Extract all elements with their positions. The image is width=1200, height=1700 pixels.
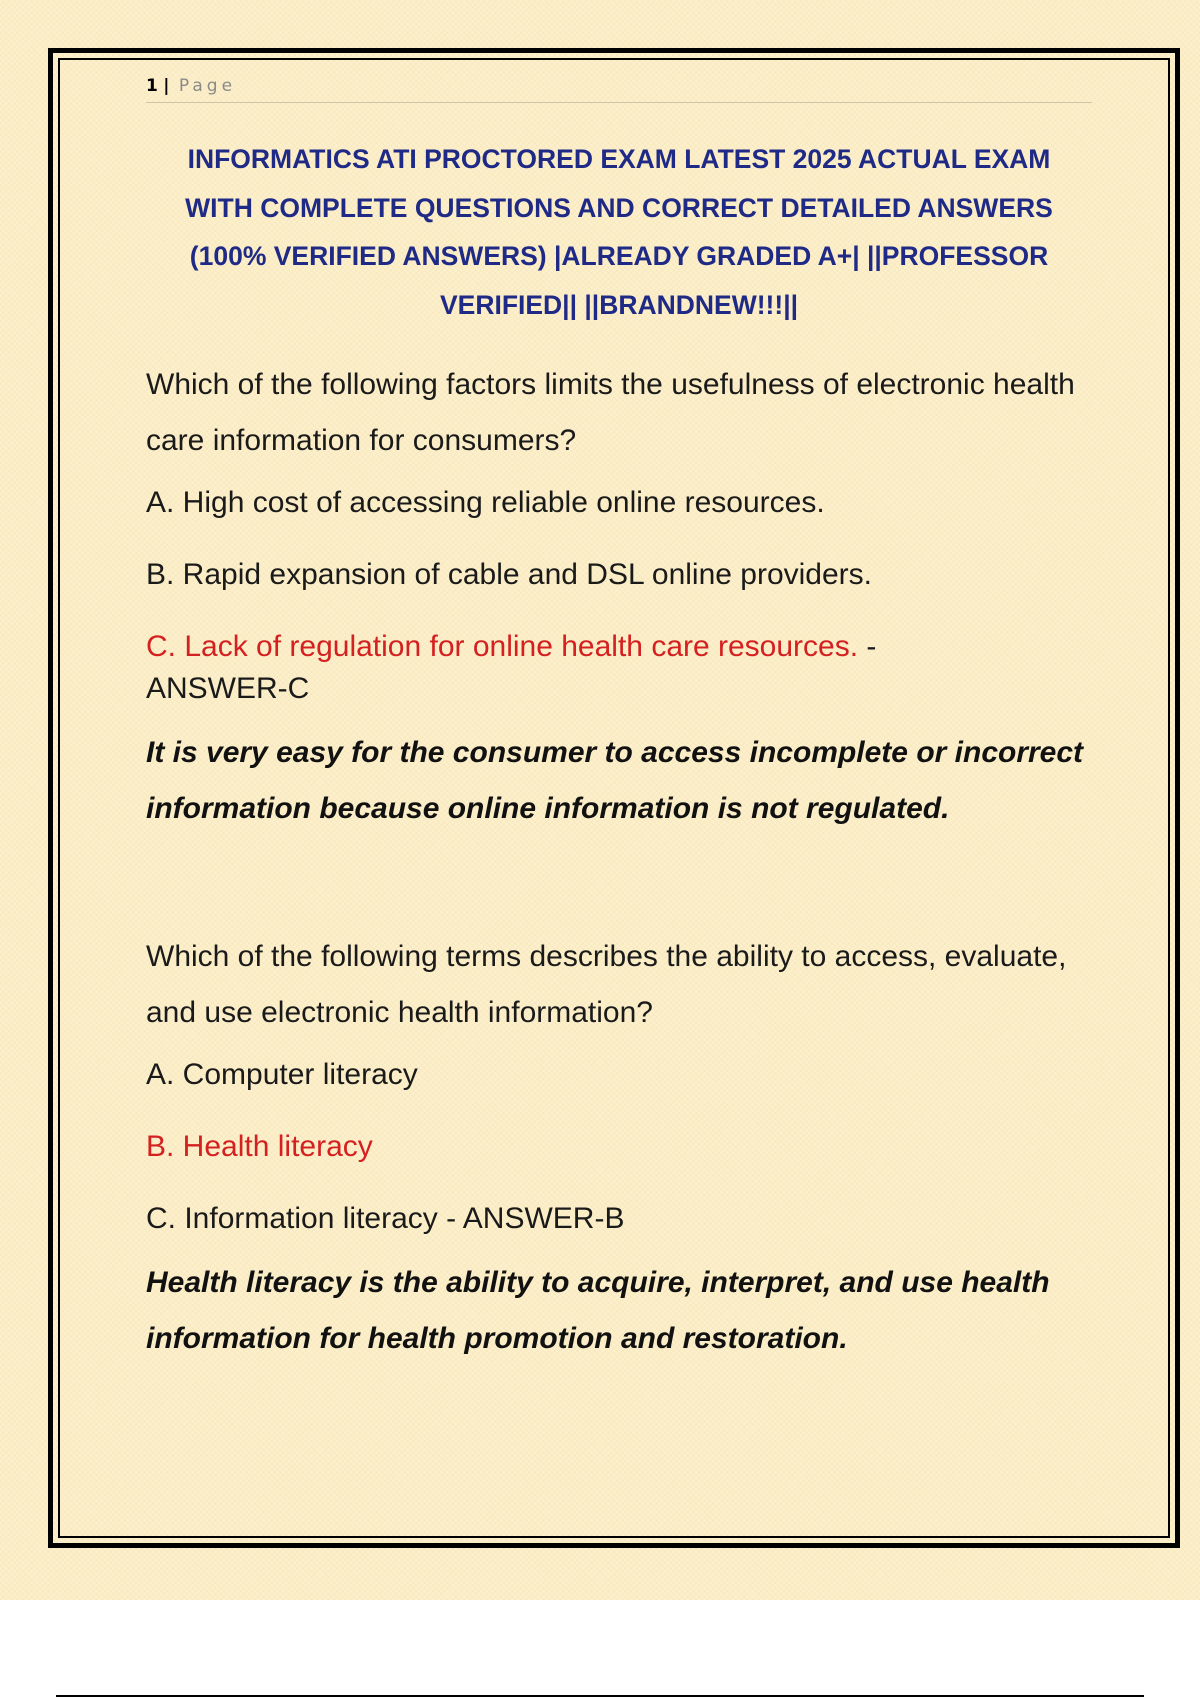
question-2-option-b [146,1129,1092,1165]
question-2 [146,929,1092,1367]
question-1-answer: ANSWER-C [146,672,310,705]
document-title [146,135,1092,329]
question-2-text: Which of the following terms describes the ability to access, evaluate, and use electronic health information? [146,940,1067,1029]
correct-answer-highlight: C. Lack of regulation for online health care resources. [146,630,859,663]
question-2-option-a: A. Computer literacy [146,1058,418,1091]
question-2-option-c: C. Information literacy - ANSWER-B [146,1202,625,1235]
page-separator: | [163,76,170,96]
page-label: Page [178,76,237,96]
title-line-1: INFORMATICS ATI PROCTORED EXAM LATEST 2025 ACTUAL EXAM [187,144,1051,174]
page-number: 1 [146,76,158,96]
question-1 [146,357,1092,837]
title-line-4: VERIFIED|| ||BRANDNEW!!!|| [439,289,799,320]
title-line-3: (100% VERIFIED ANSWERS) |ALREADY GRADED A+| ||PROFESSOR [189,241,1049,271]
question-1-rationale: It is very easy for the consumer to access incomplete or incorrect information because online information is not regulated. [146,736,1084,825]
next-page-divider [56,1695,1144,1697]
answer-suffix: - [858,630,877,663]
question-1-option-a: A. High cost of accessing reliable online resources. [146,486,825,519]
correct-answer-highlight: B. Health literacy [146,1130,373,1163]
question-2-rationale: Health literacy is the ability to acquire, interpret, and use health information for health promotion and restoration. [146,1266,1050,1355]
page-content [146,70,1092,1367]
title-line-2: WITH COMPLETE QUESTIONS AND CORRECT DETAILED ANSWERS [185,192,1053,223]
question-1-text: Which of the following factors limits the usefulness of electronic health care information for consumers? [146,368,1075,457]
page-header [146,70,1092,103]
question-1-option-c [146,629,1092,665]
question-1-option-b: B. Rapid expansion of cable and DSL online providers. [146,558,873,591]
